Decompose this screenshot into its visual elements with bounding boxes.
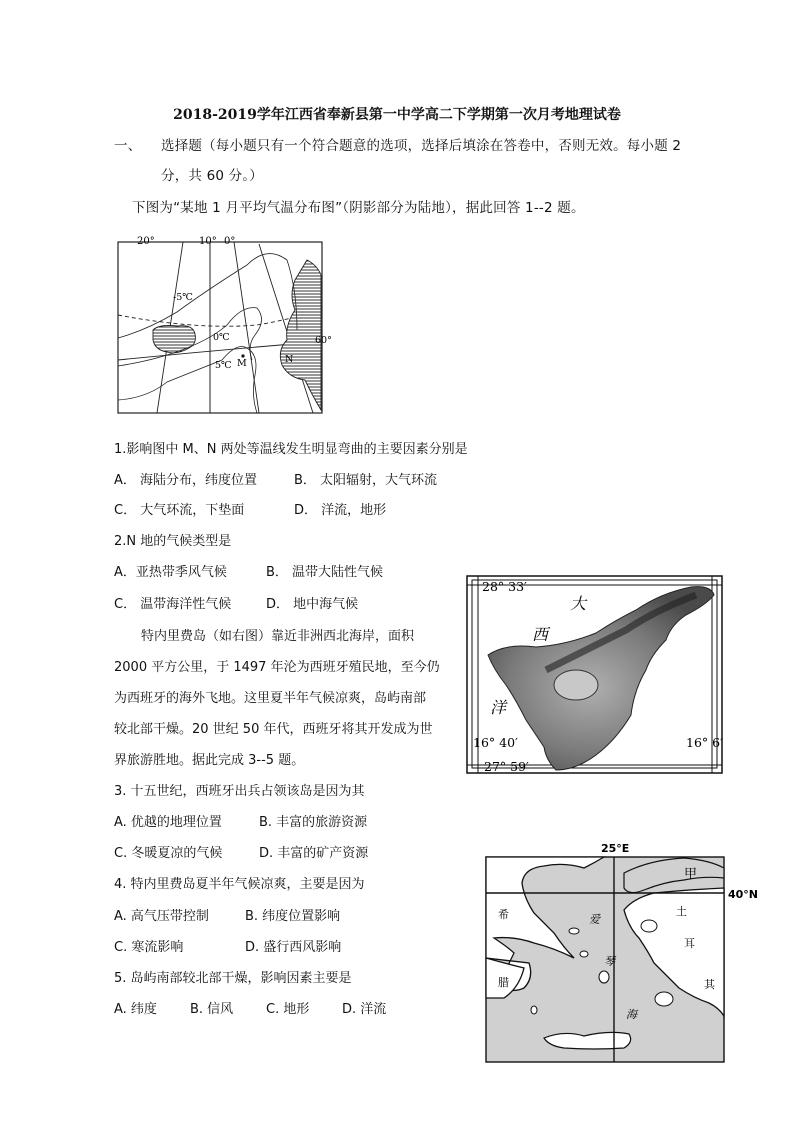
q5-option-c[interactable]: C. 地形 bbox=[266, 1002, 310, 1017]
svg-text:40°N: 40°N bbox=[728, 888, 759, 901]
section-heading-line2: 分，共 60 分。） bbox=[161, 168, 264, 184]
svg-text:-5℃: -5℃ bbox=[173, 292, 193, 303]
passage-line-5: 界旅游胜地。据此完成 3--5 题。 bbox=[114, 753, 305, 768]
q1-option-b[interactable]: B． 太阳辐射，大气环流 bbox=[294, 473, 438, 488]
svg-text:土: 土 bbox=[676, 905, 687, 918]
passage-line-2: 2000 平方公里，于 1497 年沦为西班牙殖民地，至今仍 bbox=[114, 660, 440, 675]
svg-text:大: 大 bbox=[570, 594, 587, 613]
passage-line-4: 较北部干燥。20 世纪 50 年代，西班牙将其开发成为世 bbox=[114, 722, 433, 737]
svg-text:M: M bbox=[237, 358, 247, 369]
svg-text:西: 西 bbox=[532, 625, 549, 644]
q3-option-c[interactable]: C. 冬暖夏凉的气候 bbox=[114, 846, 223, 861]
svg-text:N: N bbox=[285, 354, 294, 365]
q2-option-c[interactable]: C． 温带海洋性气候 bbox=[114, 597, 232, 612]
question-5-stem: 5. 岛屿南部较北部干燥，影响因素主要是 bbox=[114, 971, 352, 986]
passage-line-1: 特内里费岛（如右图）靠近非洲西北海岸，面积 bbox=[141, 629, 415, 644]
svg-text:25°E: 25°E bbox=[601, 842, 630, 855]
svg-text:海: 海 bbox=[626, 1008, 637, 1021]
svg-text:28° 33′: 28° 33′ bbox=[482, 579, 527, 594]
q4-option-c[interactable]: C. 寒流影响 bbox=[114, 940, 184, 955]
svg-text:27° 59′: 27° 59′ bbox=[484, 759, 529, 774]
question-4-stem: 4. 特内里费岛夏半年气候凉爽，主要是因为 bbox=[114, 877, 365, 892]
section-heading-line1: 选择题（每小题只有一个符合题意的选项，选择后填涂在答卷中，否则无效。每小题 2 bbox=[161, 138, 682, 154]
q4-option-b[interactable]: B. 纬度位置影响 bbox=[245, 909, 341, 924]
svg-text:希: 希 bbox=[498, 908, 509, 921]
q5-option-b[interactable]: B. 信风 bbox=[190, 1002, 234, 1017]
svg-text:耳: 耳 bbox=[684, 937, 695, 950]
q1-option-d[interactable]: D． 洋流，地形 bbox=[294, 503, 387, 518]
svg-text:甲: 甲 bbox=[684, 867, 698, 882]
passage-line-3: 为西班牙的海外飞地。这里夏半年气候凉爽，岛屿南部 bbox=[114, 691, 427, 706]
q1-option-c[interactable]: C． 大气环流，下垫面 bbox=[114, 503, 245, 518]
exam-title: 2018-2019学年江西省奉新县第一中学高二下学期第一次月考地理试卷 bbox=[173, 107, 621, 123]
q3-option-b[interactable]: B. 丰富的旅游资源 bbox=[259, 815, 368, 830]
svg-text:20°: 20° bbox=[137, 236, 155, 247]
q1-option-a[interactable]: A． 海陆分布，纬度位置 bbox=[114, 473, 258, 488]
svg-text:0℃: 0℃ bbox=[213, 332, 230, 343]
intro-q1-2: 下图为“某地 1 月平均气温分布图”（阴影部分为陆地），据此回答 1--2 题。 bbox=[132, 200, 585, 216]
svg-text:16° 40′: 16° 40′ bbox=[473, 735, 518, 750]
svg-text:0°: 0° bbox=[224, 236, 236, 247]
question-2-stem: 2.N 地的气候类型是 bbox=[114, 534, 232, 549]
q3-option-d[interactable]: D. 丰富的矿产资源 bbox=[259, 846, 369, 861]
q5-option-d[interactable]: D. 洋流 bbox=[342, 1002, 387, 1017]
svg-text:琴: 琴 bbox=[604, 955, 615, 968]
svg-text:10°: 10° bbox=[199, 236, 217, 247]
question-3-stem: 3. 十五世纪，西班牙出兵占领该岛是因为其 bbox=[114, 784, 365, 799]
svg-text:60°: 60° bbox=[315, 335, 332, 346]
svg-text:5℃: 5℃ bbox=[215, 360, 232, 371]
svg-text:其: 其 bbox=[704, 978, 715, 991]
q4-option-d[interactable]: D. 盛行西风影响 bbox=[245, 940, 342, 955]
svg-text:腊: 腊 bbox=[498, 976, 509, 989]
svg-text:16° 6′: 16° 6′ bbox=[686, 735, 723, 750]
q5-option-a[interactable]: A. 纬度 bbox=[114, 1002, 157, 1017]
q2-option-d[interactable]: D． 地中海气候 bbox=[266, 597, 359, 612]
q2-option-a[interactable]: A．亚热带季风气候 bbox=[114, 565, 227, 580]
svg-text:爱: 爱 bbox=[589, 913, 600, 926]
q3-option-a[interactable]: A. 优越的地理位置 bbox=[114, 815, 222, 830]
q4-option-a[interactable]: A. 高气压带控制 bbox=[114, 909, 209, 924]
svg-text:洋: 洋 bbox=[490, 698, 507, 717]
q2-option-b[interactable]: B． 温带大陆性气候 bbox=[266, 565, 384, 580]
section-number: 一、 bbox=[114, 138, 142, 154]
question-1-stem: 1.影响图中 M、N 两处等温线发生明显弯曲的主要因素分别是 bbox=[114, 442, 468, 457]
